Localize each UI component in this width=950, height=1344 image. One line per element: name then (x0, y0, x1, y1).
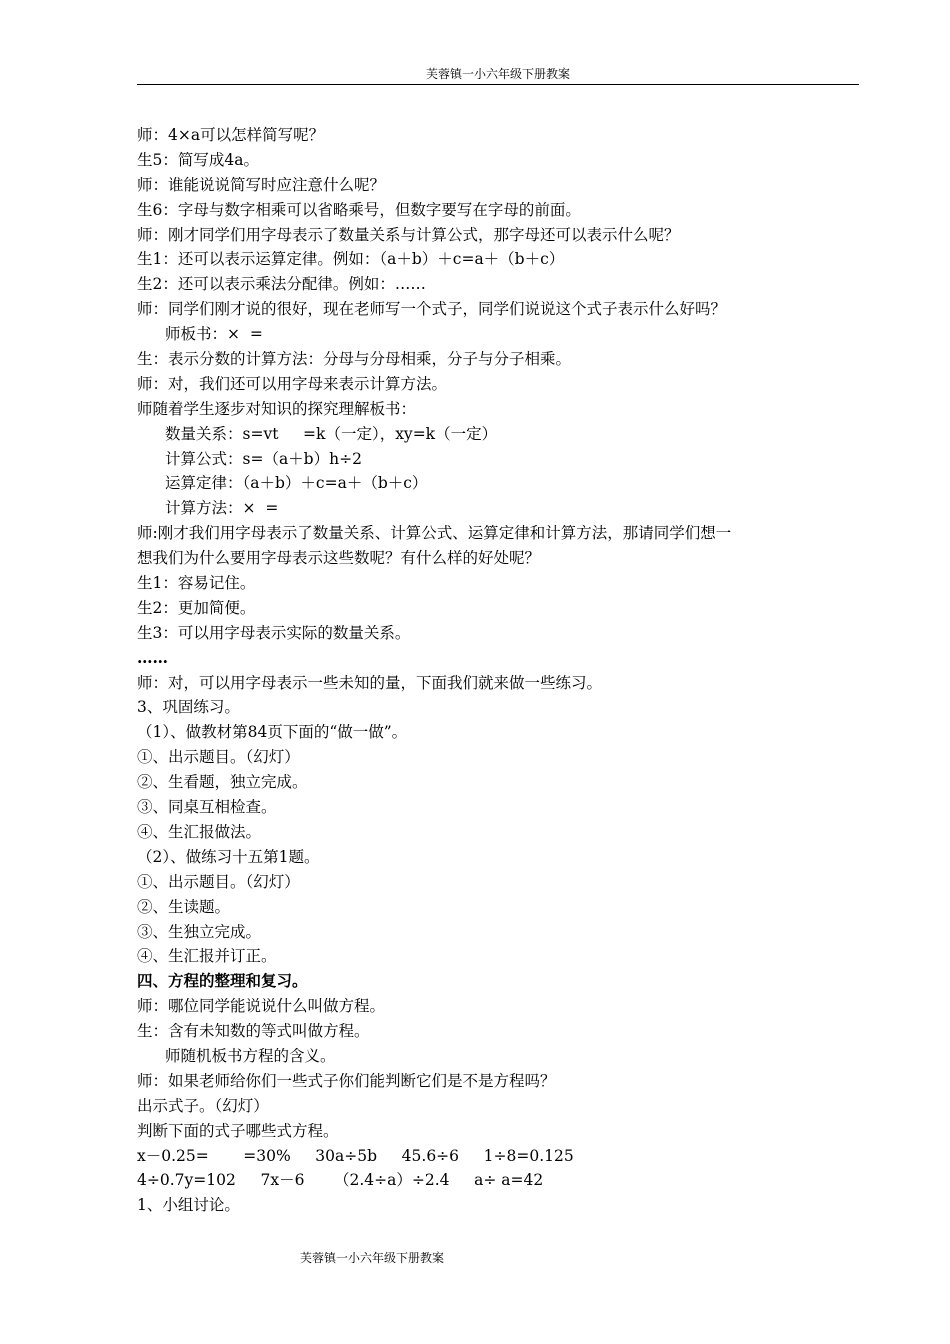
text-line: ②、生看题，独立完成。 (137, 773, 308, 792)
text-line: ①、出示题目。（幻灯） (137, 872, 300, 891)
section-heading: …… (137, 647, 168, 667)
text-line: 师板书：× = (165, 325, 263, 344)
text-line: ③、同桌互相检查。 (137, 798, 277, 817)
text-line: 生5：简写成4a。 (137, 150, 259, 169)
text-line: 想我们为什么要用字母表示这些数呢？有什么样的好处呢？ (137, 549, 541, 568)
text-line: 计算公式：s=（a＋b）h÷2 (165, 449, 362, 468)
text-line: ①、出示题目。（幻灯） (137, 748, 300, 767)
text-line: 师：刚才同学们用字母表示了数量关系与计算公式，那字母还可以表示什么呢？ (137, 225, 680, 244)
text-line: 生：表示分数的计算方法：分母与分母相乘，分子与分子相乘。 (137, 350, 572, 369)
text-line: 生2：还可以表示乘法分配律。例如：…… (137, 275, 426, 294)
text-line: 数量关系：s=vt =k（一定），xy=k（一定） (165, 424, 498, 443)
text-line: 生2：更加简便。 (137, 598, 256, 617)
page-header: 芙蓉镇一小六年级下册教案 (425, 67, 570, 81)
text-line: 3、巩固练习。 (137, 698, 240, 717)
text-line: 出示式子。（幻灯） (137, 1096, 269, 1115)
header-rule (137, 84, 859, 85)
text-line: （1）、做教材第84页下面的“做一做”。 (137, 723, 408, 742)
text-line: 师：对，可以用字母表示一些未知的量，下面我们就来做一些练习。 (137, 673, 603, 692)
text-line: 判断下面的式子哪些式方程。 (137, 1121, 339, 1140)
text-line: 师随着学生逐步对知识的探究理解板书： (137, 399, 417, 418)
text-line: ③、生独立完成。 (137, 922, 262, 941)
text-line: （2）、做练习十五第1题。 (137, 847, 320, 866)
text-line: ④、生汇报并订正。 (137, 947, 277, 966)
text-line: x－0.25= =30% 30a÷5b 45.6÷6 1÷8=0.125 (137, 1146, 574, 1165)
text-line: 生3：可以用字母表示实际的数量关系。 (137, 623, 411, 642)
text-line: 师：谁能说说简写时应注意什么呢？ (137, 175, 386, 194)
text-line: 师随机板书方程的含义。 (165, 1046, 336, 1065)
text-line: 师：如果老师给你们一些式子你们能判断它们是不是方程吗？ (137, 1071, 556, 1090)
text-line: 生6：字母与数字相乘可以省略乘号，但数字要写在字母的前面。 (137, 200, 581, 219)
text-line: 师：同学们刚才说的很好，现在老师写一个式子，同学们说说这个式子表示什么好吗？ (137, 300, 727, 319)
section-heading: 四、方程的整理和复习。 (137, 971, 308, 991)
text-line: 1、小组讨论。 (137, 1196, 240, 1215)
text-line: ②、生读题。 (137, 897, 231, 916)
text-line: 运算定律：（a＋b）＋c=a＋（b＋c） (165, 474, 428, 493)
text-line: 4÷0.7y=102 7x－6 （2.4÷a）÷2.4 a÷ a=42 (137, 1171, 544, 1190)
text-line: 师：对，我们还可以用字母来表示计算方法。 (137, 374, 448, 393)
text-line: 师：4×a可以怎样简写呢？ (137, 126, 325, 144)
text-line: 计算方法：× = (165, 499, 279, 518)
text-line: 生：含有未知数的等式叫做方程。 (137, 1022, 370, 1041)
text-line: 师：哪位同学能说说什么叫做方程。 (137, 997, 386, 1016)
text-line: 师:刚才我们用字母表示了数量关系、计算公式、运算定律和计算方法，那请同学们想一 (137, 524, 732, 543)
document-body (137, 123, 862, 1218)
text-line: 生1：还可以表示运算定律。例如：（a＋b）＋c=a＋（b＋c） (137, 250, 565, 269)
page-footer: 芙蓉镇一小六年级下册教案 (300, 1251, 445, 1265)
text-line: 生1：容易记住。 (137, 574, 256, 593)
text-line: ④、生汇报做法。 (137, 822, 262, 841)
